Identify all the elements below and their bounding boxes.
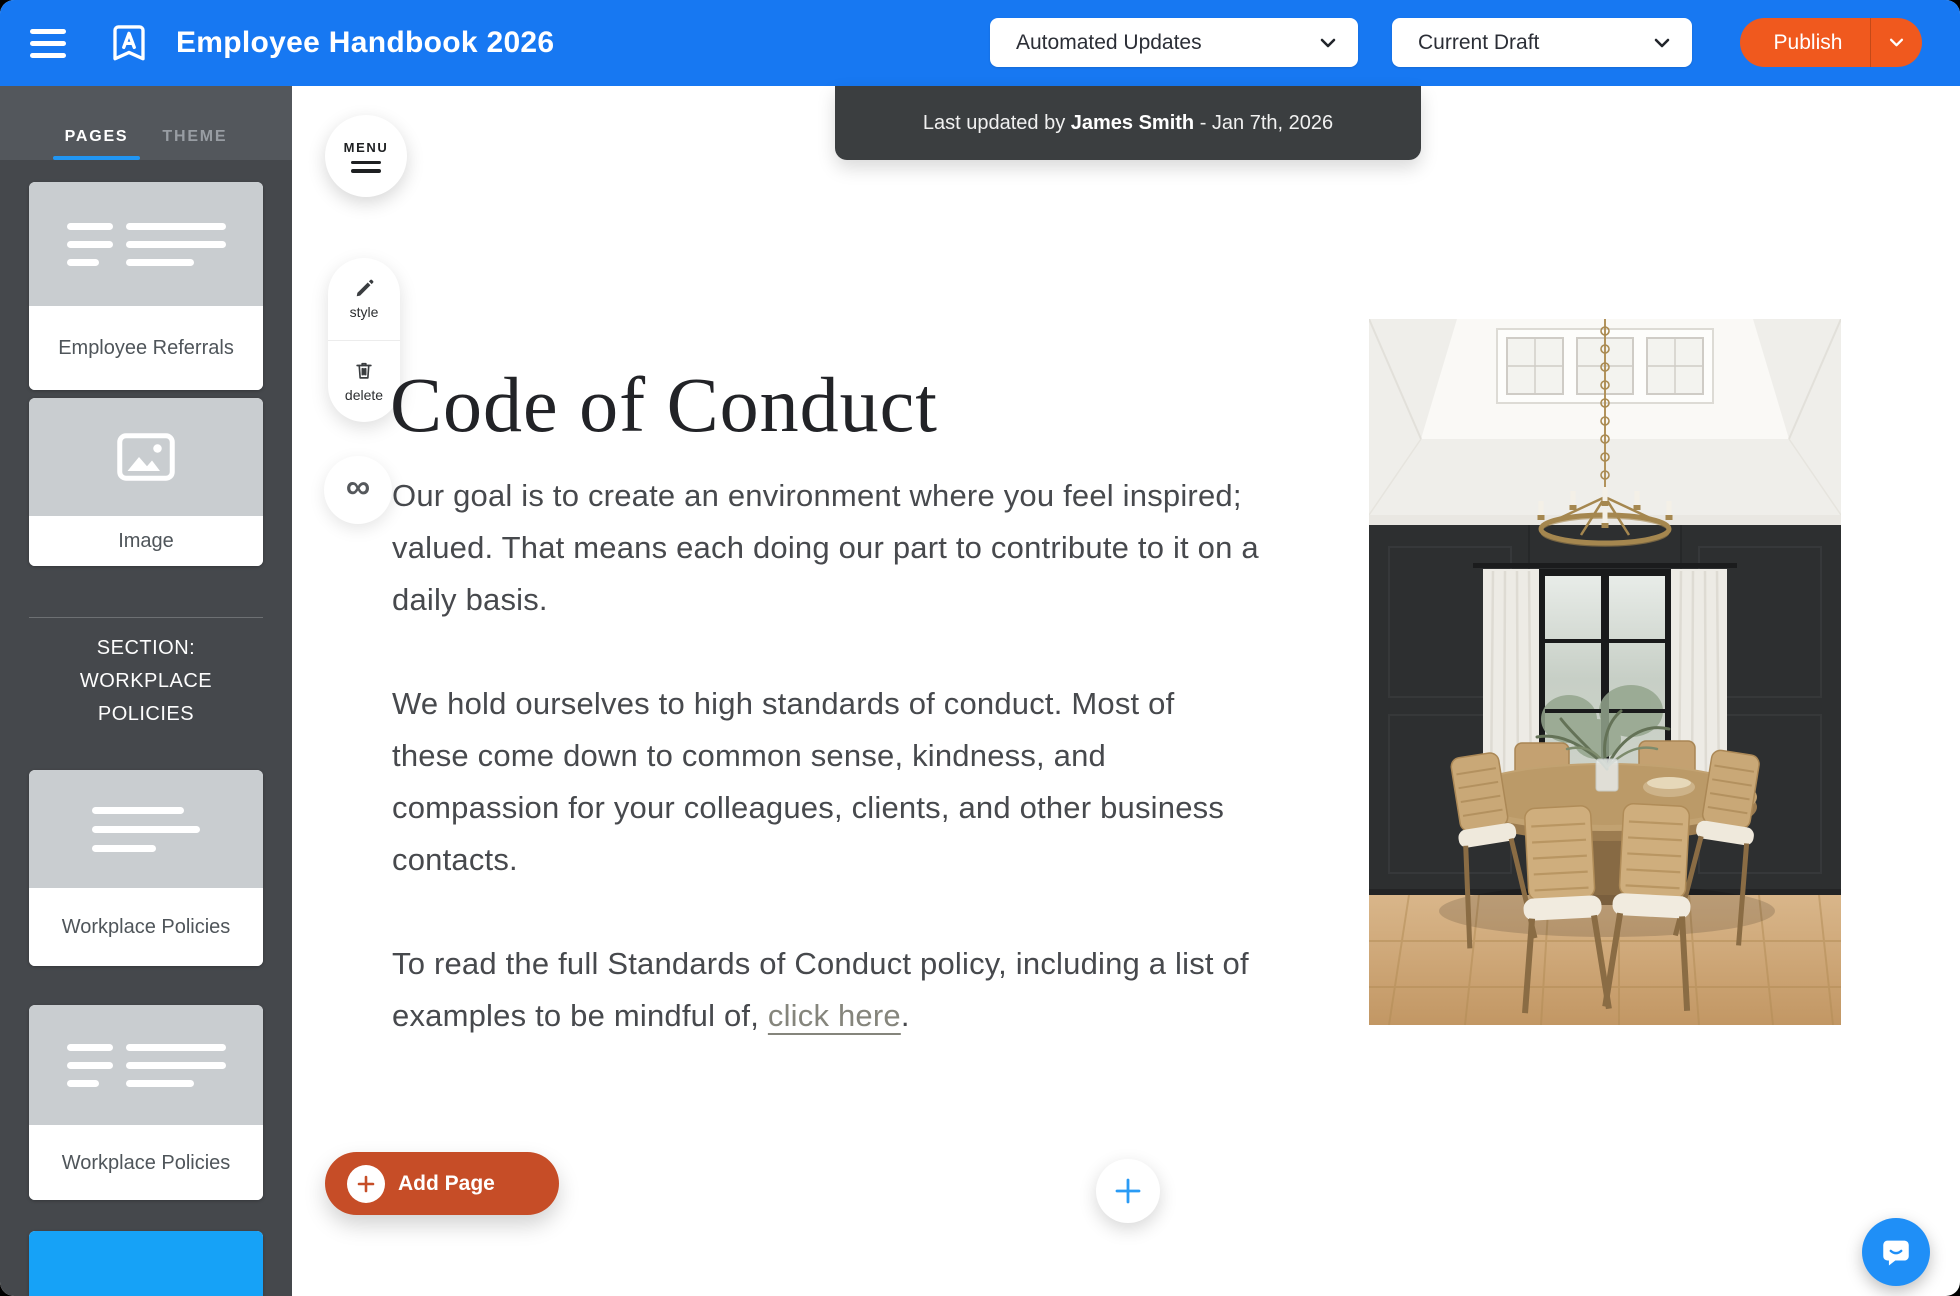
- paragraph: [392, 938, 1260, 1042]
- link-button[interactable]: [324, 456, 392, 524]
- chat-bubble-icon: [1879, 1235, 1913, 1269]
- publish-label: Publish: [1773, 30, 1843, 54]
- plus-icon: [347, 1165, 385, 1203]
- page-thumbnail-label: Image: [29, 516, 263, 566]
- page-thumbnail-workplace-policies-2[interactable]: [29, 1005, 263, 1200]
- image-icon: [115, 432, 177, 482]
- page-title: Code of Conduct: [390, 361, 938, 449]
- publish-button[interactable]: [1740, 18, 1922, 67]
- paragraph: We hold ourselves to high standards of conduct. Most of these come down to common sense, kindness, and compassion for your colleagues, clients, and other business contacts.: [392, 686, 1225, 877]
- last-updated-prefix: Last updated by: [922, 111, 1071, 134]
- hamburger-menu-icon[interactable]: [30, 24, 72, 62]
- page-thumbnail-preview: [29, 770, 263, 888]
- link-infinity-icon: ∞: [345, 468, 371, 506]
- chat-widget-button[interactable]: [1862, 1218, 1930, 1286]
- version-value: Current Draft: [1418, 30, 1540, 54]
- page-thumbnail-preview: [29, 398, 263, 516]
- chevron-down-icon: [1320, 38, 1336, 48]
- dining-room-photo: [1369, 319, 1841, 1025]
- page-thumbnail-workplace-policies-1[interactable]: [29, 770, 263, 966]
- add-block-button[interactable]: [1096, 1159, 1160, 1223]
- delete-label: delete: [344, 386, 384, 403]
- left-aligned-text-icon: [92, 807, 200, 852]
- page-thumbnail-preview: [29, 182, 263, 306]
- style-button[interactable]: [328, 258, 400, 340]
- trash-icon: [353, 360, 375, 382]
- add-page-button[interactable]: [325, 1152, 559, 1215]
- app-logo-book-icon[interactable]: [106, 20, 152, 66]
- version-dropdown[interactable]: [1392, 18, 1692, 67]
- page-thumbnail-employee-referrals[interactable]: [29, 182, 263, 390]
- page-thumbnail-image[interactable]: [29, 398, 263, 566]
- sidebar-tabs: [0, 86, 292, 160]
- top-bar: [0, 0, 1960, 86]
- document-title: Employee Handbook 2026: [176, 26, 555, 59]
- automated-updates-dropdown[interactable]: [990, 18, 1358, 67]
- page-thumbnail-label: Employee Referrals: [29, 306, 263, 390]
- pages-sidebar: [0, 86, 292, 1296]
- menu-button[interactable]: [325, 115, 407, 197]
- tab-theme[interactable]: THEME: [162, 128, 228, 145]
- page-thumbnail-preview: [29, 1231, 263, 1296]
- page-body-text: [392, 470, 1260, 1094]
- last-updated-banner: [835, 86, 1421, 160]
- menu-lines-icon: [351, 161, 381, 173]
- pencil-icon: [354, 278, 375, 299]
- click-here-link[interactable]: click here: [767, 998, 901, 1033]
- last-updated-author: James Smith: [1070, 111, 1195, 134]
- page-thumbnail-current-active[interactable]: [29, 1231, 263, 1296]
- automated-updates-value: Automated Updates: [1016, 30, 1202, 54]
- sidebar-divider: [29, 617, 263, 618]
- menu-label: MENU: [343, 139, 389, 155]
- paragraph-text: To read the full Standards of Conduct policy, including a list of examples to be mindful of,: [392, 946, 1249, 1033]
- sidebar-section-heading: SECTION: WORKPLACE POLICIES: [79, 637, 213, 725]
- two-column-text-icon: [67, 1044, 226, 1087]
- page-thumbnail-preview: [29, 1005, 263, 1125]
- add-page-label: Add Page: [398, 1171, 495, 1195]
- paragraph: Our goal is to create an environment where you feel inspired; valued. That means each doing our part to contribute to it on a daily basis.: [392, 478, 1259, 617]
- style-label: style: [349, 303, 379, 320]
- last-updated-date: - Jan 7th, 2026: [1194, 111, 1334, 134]
- plus-icon: [1113, 1176, 1143, 1206]
- chevron-down-icon: [1889, 38, 1904, 47]
- page-thumbnail-label: Workplace Policies: [29, 888, 263, 966]
- two-column-text-icon: [67, 223, 226, 266]
- tab-pages[interactable]: PAGES: [61, 128, 133, 160]
- page-thumbnail-label: Workplace Policies: [29, 1125, 263, 1200]
- paragraph-text: .: [900, 998, 910, 1033]
- publish-dropdown-toggle[interactable]: [1870, 18, 1922, 67]
- chevron-down-icon: [1654, 38, 1670, 48]
